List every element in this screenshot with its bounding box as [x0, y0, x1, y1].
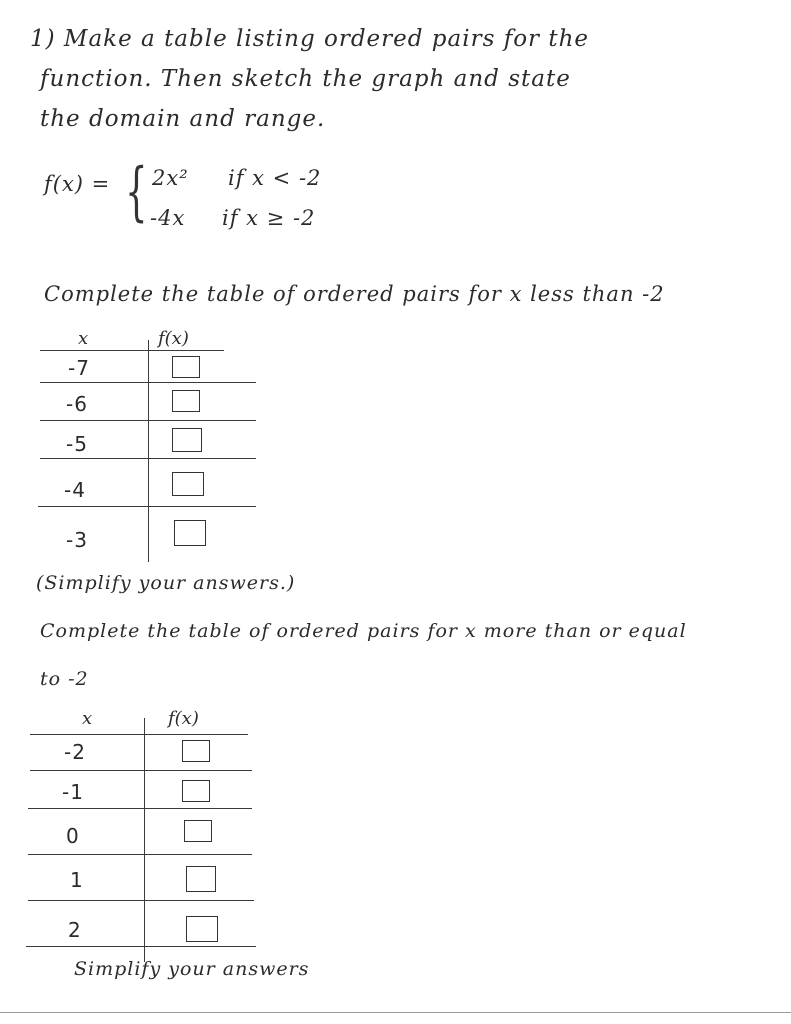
answer-box[interactable] — [174, 520, 206, 546]
table-1-x-value: -3 — [66, 528, 88, 552]
answer-box[interactable] — [172, 356, 200, 378]
table-2-header-rule — [30, 734, 248, 735]
table-2-row-rule — [26, 946, 256, 947]
table-1-row-rule — [40, 458, 256, 459]
table-1-row-rule — [40, 420, 256, 421]
answer-box[interactable] — [182, 780, 210, 802]
answer-box[interactable] — [172, 390, 200, 412]
table-1-x-value: -6 — [66, 392, 88, 416]
table-2-row-rule — [28, 900, 254, 901]
page-edge-line — [0, 1012, 791, 1013]
answer-box[interactable] — [184, 820, 212, 842]
table-2-header-fx: f(x) — [168, 708, 199, 729]
problem-line-2: function. Then sketch the graph and state — [40, 66, 571, 92]
table-2-note: Simplify your answers — [74, 958, 310, 980]
table-2-instruction-line-2: to -2 — [40, 668, 89, 690]
answer-box[interactable] — [186, 916, 218, 942]
table-1-header-x: x — [78, 328, 89, 349]
table-2-row-rule — [30, 770, 252, 771]
answer-box[interactable] — [182, 740, 210, 762]
case-2-condition: if x ≥ -2 — [222, 206, 316, 230]
table-2-x-value: 1 — [70, 868, 84, 892]
table-1-note: (Simplify your answers.) — [36, 572, 296, 594]
brace-symbol: { — [125, 155, 148, 229]
answer-box[interactable] — [186, 866, 216, 892]
table-1-header-rule — [40, 350, 224, 351]
case-1-condition: if x < -2 — [228, 166, 322, 190]
table-2-divider — [144, 718, 145, 962]
function-lhs: f(x) = — [44, 172, 111, 196]
table-1-row-rule — [38, 506, 256, 507]
table-2-instruction-line-1: Complete the table of ordered pairs for x more than or equal — [40, 620, 687, 642]
answer-box[interactable] — [172, 472, 204, 496]
table-2-x-value: -2 — [64, 740, 86, 764]
table-1-instruction: Complete the table of ordered pairs for x less than -2 — [44, 282, 665, 306]
problem-line-1: 1) Make a table listing ordered pairs for the — [30, 26, 590, 52]
table-1-divider — [148, 340, 149, 562]
case-1-expression: 2x² — [152, 166, 189, 190]
table-1-x-value: -4 — [64, 478, 86, 502]
table-2-row-rule — [28, 808, 252, 809]
problem-line-3: the domain and range. — [40, 106, 326, 132]
table-1-x-value: -7 — [68, 356, 90, 380]
answer-box[interactable] — [172, 428, 202, 452]
table-2-header-x: x — [82, 708, 93, 729]
table-2-row-rule — [28, 854, 252, 855]
table-2-x-value: 2 — [68, 918, 82, 942]
table-2-x-value: 0 — [66, 824, 80, 848]
table-2-x-value: -1 — [62, 780, 84, 804]
table-1-x-value: -5 — [66, 432, 88, 456]
case-2-expression: -4x — [150, 206, 186, 230]
table-1-row-rule — [40, 382, 256, 383]
table-1-header-fx: f(x) — [158, 328, 189, 349]
